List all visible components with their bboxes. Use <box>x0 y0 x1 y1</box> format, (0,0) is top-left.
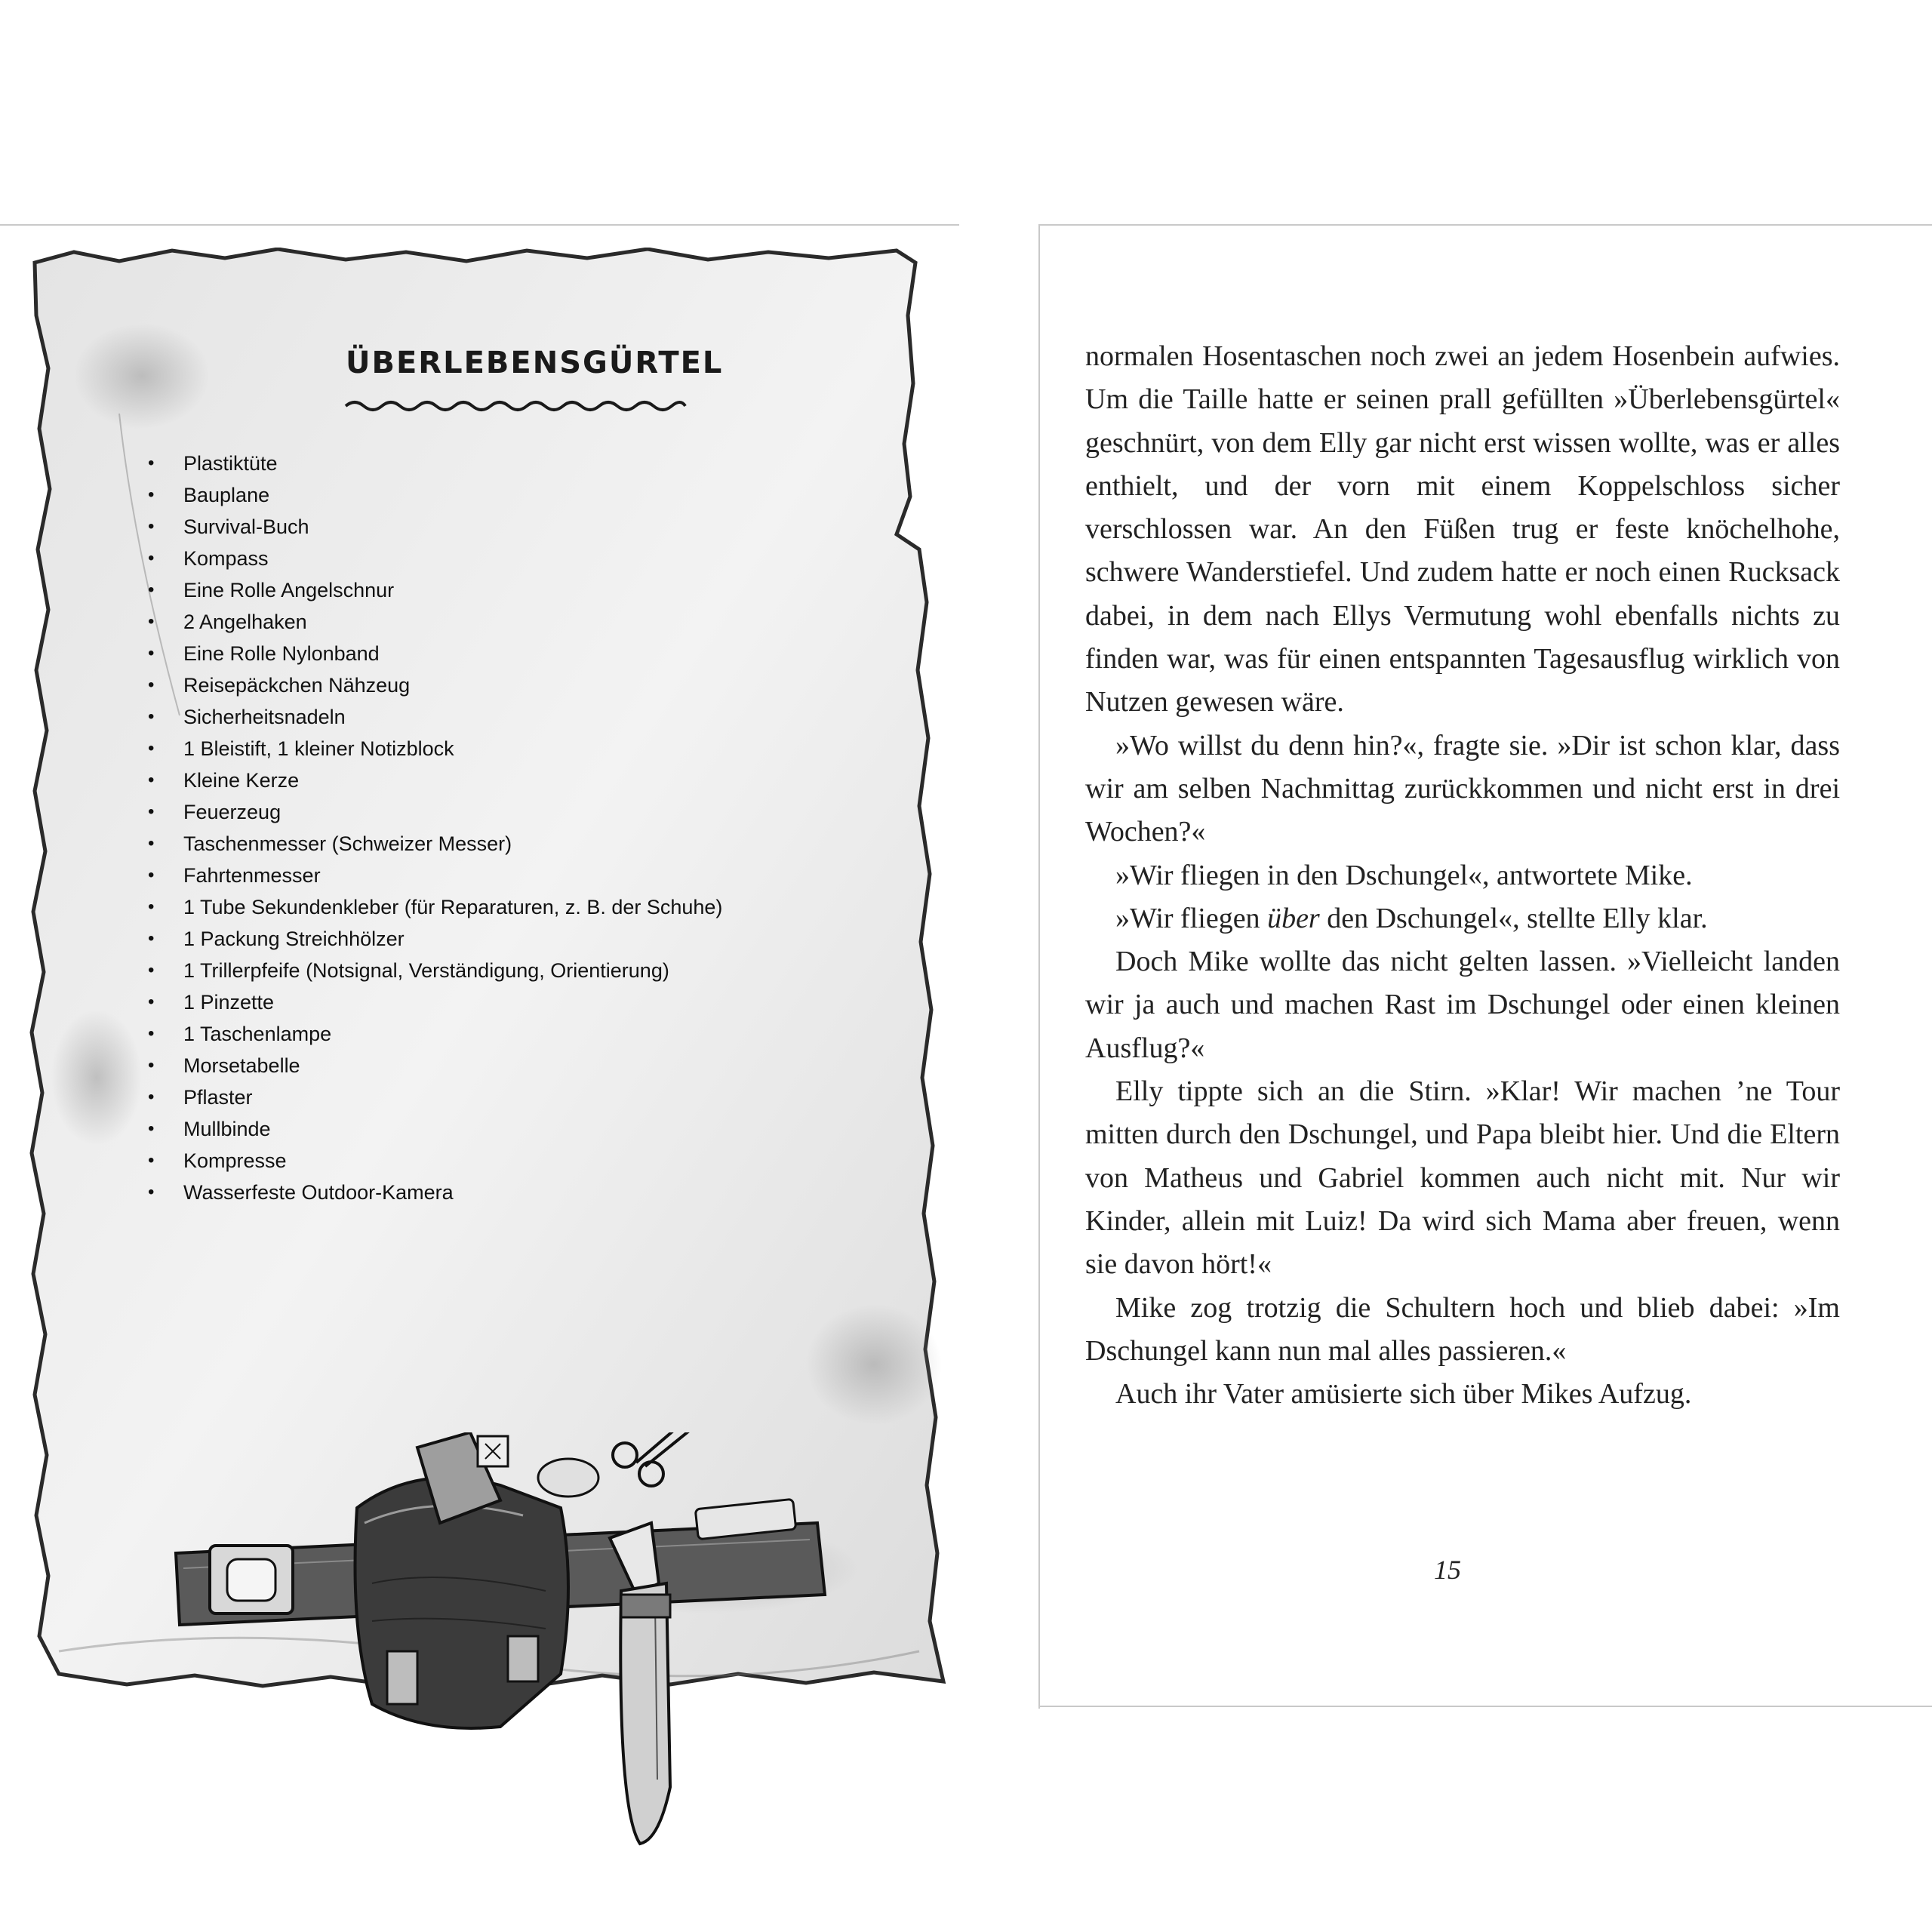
paragraph-part: den Dschungel«, stellte Elly klar. <box>1319 902 1708 934</box>
list-item: • 1 Pinzette <box>148 986 722 1018</box>
list-item: • Pflaster <box>148 1081 722 1113</box>
list-item: • Taschenmesser (Schweizer Messer) <box>148 828 722 860</box>
list-item: • Wasserfeste Outdoor-Kamera <box>148 1177 722 1208</box>
list-item: • 1 Taschenlampe <box>148 1018 722 1050</box>
list-item: • Eine Rolle Nylonband <box>148 638 722 669</box>
list-item: • Feuerzeug <box>148 796 722 828</box>
list-item: • Kompass <box>148 543 722 574</box>
list-item: • 1 Bleistift, 1 kleiner Notizblock <box>148 733 722 764</box>
list-item: • Bauplane <box>148 479 722 511</box>
list-item: • Plastiktüte <box>148 448 722 479</box>
list-item: • 1 Tube Sekundenkleber (für Reparaturen, z. B. der Schuhe) <box>148 891 722 923</box>
list-title: ÜBERLEBENSGÜRTEL <box>346 346 724 380</box>
list-item: • Survival-Buch <box>148 511 722 543</box>
list-item: • Fahrtenmesser <box>148 860 722 891</box>
paragraph: Auch ihr Vater amüsierte sich über Mikes Aufzug. <box>1115 1378 1692 1411</box>
list-item: • Sicherheitsnadeln <box>148 701 722 733</box>
paragraph: normalen Hosentaschen noch zwei an jedem Hosenbein aufwies. Um die Taille hatte er seinen prall gefüllten »Überlebensgürtel« geschnürt, von dem Elly gar nicht erst wissen wollte, was er alles enthielt, und der vorn mit einem Koppelschloss sicher verschlossen war. An den Füßen trug er feste knöchelhohe, schwere Wanderstiefel. Und zudem hatte er noch einen Rucksack dabei, in dem nach Ellys Vermutung wohl ebenfalls nichts zu finden war, was für einen entspannten Tagesausflug wirklich von Nutzen gewesen wäre. <box>1085 340 1840 718</box>
paragraph-with-emphasis <box>1085 897 1840 940</box>
list-item: • Morsetabelle <box>148 1050 722 1081</box>
right-page <box>1038 224 1932 1709</box>
list-item: • Eine Rolle Angelschnur <box>148 574 722 606</box>
emphasized-word: über <box>1267 902 1320 934</box>
parchment-background <box>29 248 949 1689</box>
list-item: • Kleine Kerze <box>148 764 722 796</box>
list-item: • Kompresse <box>148 1145 722 1177</box>
wavy-underline-ornament <box>344 397 687 415</box>
paragraph: »Wir fliegen in den Dschungel«, antwortete Mike. <box>1115 859 1693 891</box>
paragraph: Mike zog trotzig die Schultern hoch und blieb dabei: »Im Dschungel kann nun mal alles passieren.« <box>1085 1291 1840 1367</box>
page-bottom-rule <box>1038 1706 1932 1707</box>
paragraph: Elly tippte sich an die Stirn. »Klar! Wir machen ’ne Tour mitten durch den Dschungel, und Papa bleibt hier. Und die Eltern von Matheus und Gabriel kommen auch nicht mit. Nur wir Kinder, allein mit Luiz! Da wird sich Mama aber freuen, wenn sie davon hört!« <box>1085 1075 1840 1281</box>
paragraph-part: »Wir fliegen <box>1115 902 1268 934</box>
paragraph: »Wo willst du denn hin?«, fragte sie. »Dir ist schon klar, dass wir am selben Nachmittag zurückkommen und nicht erst in drei Wochen?« <box>1085 729 1840 848</box>
story-text <box>1085 335 1840 1416</box>
list-item: • 2 Angelhaken <box>148 606 722 638</box>
list-item: • Reisepäckchen Nähzeug <box>148 669 722 701</box>
list-item: • Mullbinde <box>148 1113 722 1145</box>
survival-belt-illustration <box>168 1432 832 1855</box>
left-page <box>0 224 959 1709</box>
page-number: 15 <box>1434 1555 1461 1585</box>
list-item: • 1 Packung Streichhölzer <box>148 923 722 955</box>
survival-items-list <box>148 448 722 1208</box>
paragraph: Doch Mike wollte das nicht gelten lassen. »Vielleicht landen wir ja auch und machen Rast im Dschungel oder einen kleinen Ausflug?« <box>1085 946 1840 1064</box>
list-item: • 1 Trillerpfeife (Notsignal, Verständigung, Orientierung) <box>148 955 722 986</box>
